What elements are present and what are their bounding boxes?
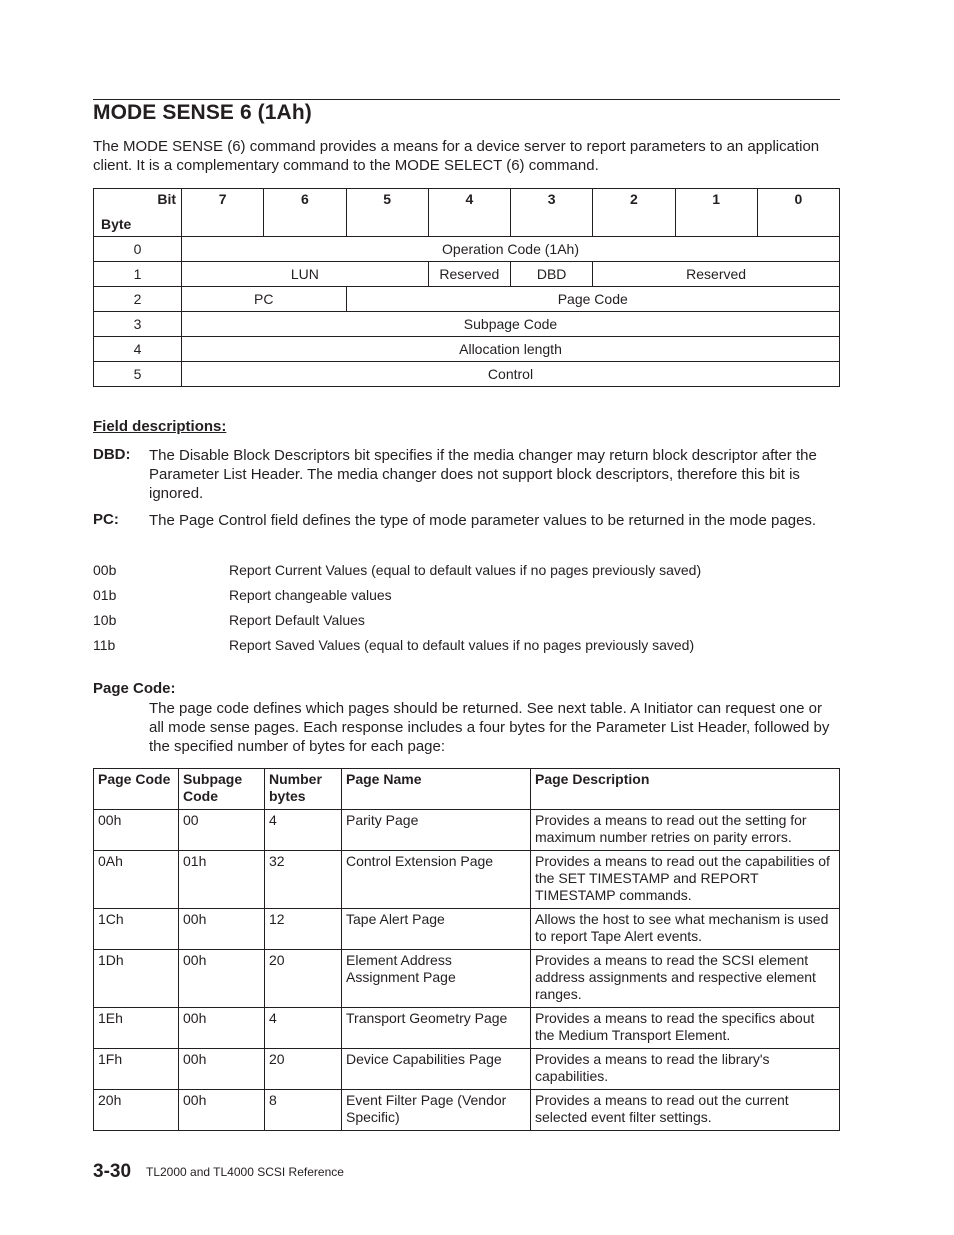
pc-value-code: 01b (93, 587, 117, 603)
field-cell: Reserved (428, 262, 510, 287)
subpage-code-cell: 00h (179, 909, 265, 950)
dbd-description: The Disable Block Descriptors bit specifies if the media changer may return block descriptor after the Parameter List Header. The media changer does not support block descriptors, therefore this bit is ignored. (149, 447, 817, 502)
page-description-cell: Provides a means to read the library's capabilities. (531, 1049, 840, 1090)
cdb-row (94, 337, 840, 362)
bit-header: 6 (264, 189, 346, 237)
document-title: TL2000 and TL4000 SCSI Reference (146, 1165, 344, 1179)
table-row (94, 810, 840, 851)
subpage-code-cell: 00 (179, 810, 265, 851)
pc-value-code: 00b (93, 562, 117, 578)
field-descriptions-heading: Field descriptions: (93, 418, 227, 435)
page-code-cell: 00h (94, 810, 179, 851)
table-row (94, 1049, 840, 1090)
number-bytes-cell: 32 (265, 851, 342, 909)
cdb-row (94, 262, 840, 287)
pc-value-description: Report Saved Values (equal to default values if no pages previously saved) (229, 637, 695, 653)
table-row (94, 1008, 840, 1049)
pc-value-description: Report Default Values (229, 612, 365, 628)
page-description-cell: Provides a means to read out the capabilities of the SET TIMESTAMP and REPORT TIMESTAMP commands. (531, 851, 840, 909)
cdb-row (94, 312, 840, 337)
page-name-cell: Tape Alert Page (342, 909, 531, 950)
number-bytes-cell: 12 (265, 909, 342, 950)
page-code-cell: 0Ah (94, 851, 179, 909)
field-cell: Reserved (593, 262, 840, 287)
field-cell: Page Code (346, 287, 840, 312)
field-cell: Subpage Code (182, 312, 840, 337)
byte-number: 2 (94, 287, 182, 312)
byte-number: 5 (94, 362, 182, 387)
cdb-table (93, 188, 840, 387)
section-title: MODE SENSE 6 (1Ah) (93, 101, 312, 124)
subpage-code-cell: 01h (179, 851, 265, 909)
byte-label: Byte (101, 216, 132, 232)
pc-term: PC: (93, 511, 119, 528)
dbd-term: DBD: (93, 446, 131, 463)
bit-header: 7 (182, 189, 264, 237)
page-code-cell: 20h (94, 1090, 179, 1131)
page-code-term: Page Code: (93, 680, 176, 697)
column-header: Number bytes (265, 769, 342, 810)
bit-header: 5 (346, 189, 428, 237)
cdb-row (94, 287, 840, 312)
page-code-cell: 1Dh (94, 950, 179, 1008)
field-cell: Allocation length (182, 337, 840, 362)
number-bytes-cell: 4 (265, 1008, 342, 1049)
column-header: Page Name (342, 769, 531, 810)
page-name-cell: Element Address Assignment Page (342, 950, 531, 1008)
page-number: 3-30 (93, 1161, 132, 1182)
pc-value-code: 11b (93, 637, 116, 653)
section-top-rule (93, 99, 840, 100)
pc-description: The Page Control field defines the type of mode parameter values to be returned in the mode pages. (149, 512, 817, 529)
cdb-row (94, 237, 840, 262)
page-description-cell: Provides a means to read the specifics about the Medium Transport Element. (531, 1008, 840, 1049)
bit-label: Bit (157, 191, 176, 207)
table-row (94, 909, 840, 950)
column-header: Subpage Code (179, 769, 265, 810)
table-row (94, 950, 840, 1008)
bit-header: 0 (757, 189, 839, 237)
table-header-row (94, 769, 840, 810)
page-name-cell: Transport Geometry Page (342, 1008, 531, 1049)
page-code-cell: 1Fh (94, 1049, 179, 1090)
bit-header: 2 (593, 189, 675, 237)
cdb-header-row (94, 189, 840, 237)
page-name-cell: Control Extension Page (342, 851, 531, 909)
page-name-cell: Event Filter Page (Vendor Specific) (342, 1090, 531, 1131)
table-row (94, 851, 840, 909)
pc-value-code: 10b (93, 612, 117, 628)
table-row (94, 1090, 840, 1131)
page-name-cell: Device Capabilities Page (342, 1049, 531, 1090)
page-name-cell: Parity Page (342, 810, 531, 851)
subpage-code-cell: 00h (179, 1090, 265, 1131)
column-header: Page Code (94, 769, 179, 810)
field-cell: Control (182, 362, 840, 387)
field-cell: PC (182, 287, 347, 312)
field-cell: DBD (511, 262, 593, 287)
subpage-code-cell: 00h (179, 1008, 265, 1049)
byte-number: 4 (94, 337, 182, 362)
page-description-cell: Provides a means to read out the setting for maximum number retries on parity errors. (531, 810, 840, 851)
page-code-cell: 1Ch (94, 909, 179, 950)
page-code-cell: 1Eh (94, 1008, 179, 1049)
byte-number: 3 (94, 312, 182, 337)
column-header: Page Description (531, 769, 840, 810)
page-description-cell: Provides a means to read out the current selected event filter settings. (531, 1090, 840, 1131)
byte-number: 0 (94, 237, 182, 262)
pc-value-description: Report changeable values (229, 587, 392, 603)
bit-header: 4 (428, 189, 510, 237)
page-description-cell: Allows the host to see what mechanism is used to report Tape Alert events. (531, 909, 840, 950)
subpage-code-cell: 00h (179, 1049, 265, 1090)
number-bytes-cell: 20 (265, 950, 342, 1008)
subpage-code-cell: 00h (179, 950, 265, 1008)
page-description-cell: Provides a means to read the SCSI element address assignments and respective element ranges. (531, 950, 840, 1008)
pc-value-description: Report Current Values (equal to default values if no pages previously saved) (229, 562, 702, 578)
byte-number: 1 (94, 262, 182, 287)
bit-header: 3 (511, 189, 593, 237)
cdb-row (94, 362, 840, 387)
number-bytes-cell: 8 (265, 1090, 342, 1131)
mode-pages-table (93, 768, 840, 1131)
page-code-description: The page code defines which pages should be returned. See next table. A Initiator can request one or all mode sense pages. Each response includes a four bytes for the Parameter List Header, followed by the specified number of bytes for each page: (149, 700, 830, 755)
field-cell: LUN (182, 262, 429, 287)
bit-header: 1 (675, 189, 757, 237)
number-bytes-cell: 20 (265, 1049, 342, 1090)
bit-byte-corner (94, 189, 182, 237)
intro-paragraph: The MODE SENSE (6) command provides a means for a device server to report parameters to an application client. It is a complementary command to the MODE SELECT (6) command. (93, 138, 820, 174)
number-bytes-cell: 4 (265, 810, 342, 851)
field-cell: Operation Code (1Ah) (182, 237, 840, 262)
